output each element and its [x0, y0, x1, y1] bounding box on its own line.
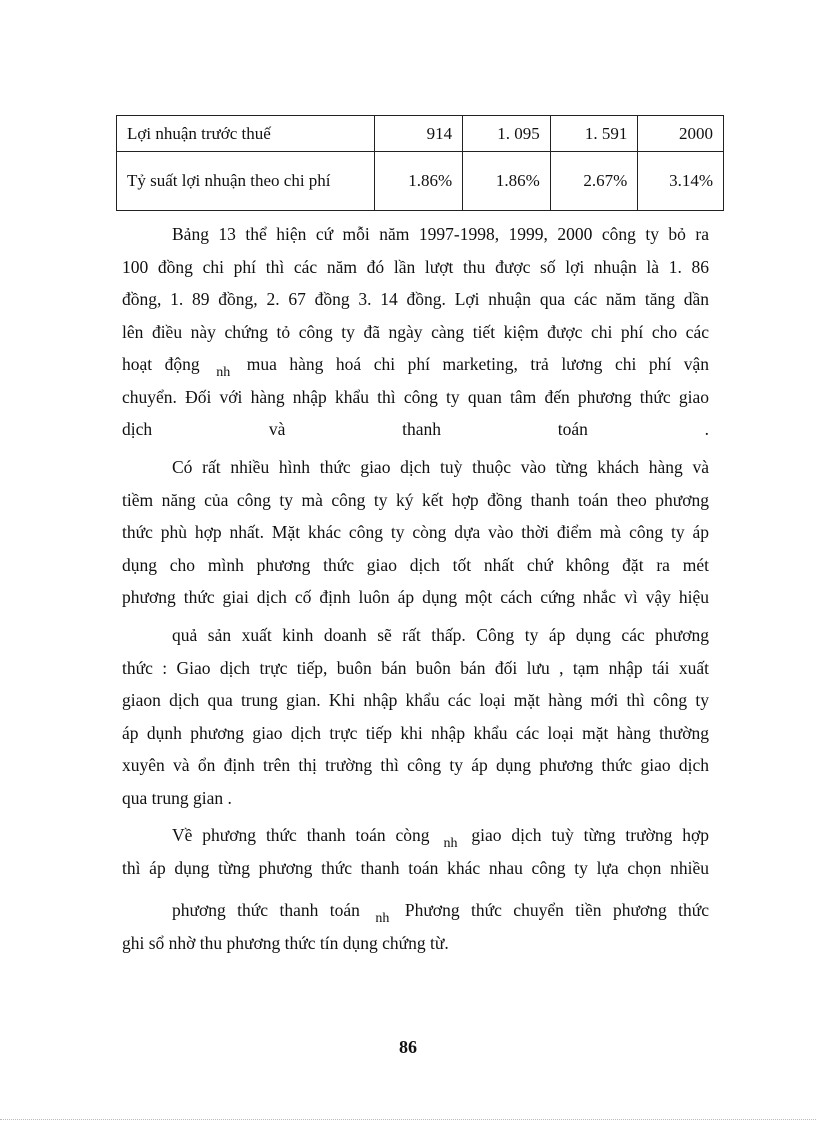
table-cell: 1. 591	[550, 116, 638, 152]
text-line: qua trung gian .	[122, 787, 232, 808]
page-bottom-divider	[0, 1119, 816, 1121]
subscript-note: nh	[443, 836, 458, 851]
page-number: 86	[399, 1037, 417, 1057]
table-row	[117, 152, 724, 211]
text-line: Bảng 13 thể hiện cứ mỗi năm 1997-1998, 1999, 2000 công ty bỏ ra	[172, 224, 709, 244]
table-row	[117, 116, 724, 152]
subscript-note: nh	[216, 365, 231, 380]
text-fragment: phương thức thanh toán	[172, 900, 360, 920]
paragraph-5	[122, 894, 709, 959]
text-line: thì áp dụng từng phương thức thanh toán khác nhau công ty lựa chọn nhiều	[122, 857, 709, 878]
text-line	[122, 894, 709, 927]
table-cell: 2000	[638, 116, 724, 152]
text-line: giaon dịch qua trung gian. Khi nhập khẩu các loại mặt hàng mới thì công ty	[122, 690, 709, 710]
text-line: xuyên và ổn định trên thị trường thì công ty áp dụng phương thức giao dịch	[122, 755, 709, 775]
row-label: Tỷ suất lợi nhuận theo chi phí	[117, 152, 375, 211]
text-line: dịch và thanh toán .	[122, 419, 709, 439]
text-line: lên điều này chứng tỏ công ty đã ngày càng tiết kiệm được chi phí cho các	[122, 321, 709, 342]
text-fragment: Về phương thức thanh toán còng	[172, 825, 430, 845]
text-line: 100 đồng chi phí thì các năm đó lần lượt thu được số lợi nhuận là 1. 86	[122, 256, 709, 277]
text-line: thức : Giao dịch trực tiếp, buôn bán buôn bán đối lưu , tạm nhập tái xuất	[122, 657, 709, 678]
text-line	[122, 348, 709, 381]
paragraph-1	[122, 218, 709, 446]
table-cell: 2.67%	[550, 152, 638, 211]
text-line: tiềm năng của công ty mà công ty ký kết hợp đồng thanh toán theo phương	[122, 489, 709, 510]
table-cell: 1. 095	[463, 116, 551, 152]
table-cell: 1.86%	[463, 152, 551, 211]
text-line: chuyển. Đối với hàng nhập khẩu thì công ty quan tâm đến phương thức giao	[122, 386, 709, 407]
text-fragment: giao dịch tuỳ từng trường hợp	[471, 825, 710, 845]
text-fragment: Phương thức chuyển tiền phương thức	[404, 900, 710, 920]
text-line	[122, 819, 709, 852]
paragraph-3	[122, 619, 709, 814]
text-fragment: hoạt động	[122, 354, 200, 374]
text-line: phương thức giai dịch cố định luôn áp dụng một cách cứng nhắc vì vậy hiệu	[122, 587, 709, 607]
table-cell: 914	[374, 116, 463, 152]
text-line: quả sản xuất kinh doanh sẽ rất thấp. Công ty áp dụng các phương	[172, 625, 709, 645]
text-line: áp dụnh phương giao dịch trực tiếp khi nhập khẩu các loại mặt hàng thường	[122, 722, 709, 743]
text-line: Có rất nhiều hình thức giao dịch tuỳ thuộc vào từng khách hàng và	[172, 457, 709, 477]
text-line: thức phù hợp nhất. Mặt khác công ty còng dựa vào thời điểm mà công ty áp	[122, 522, 709, 542]
text-fragment: mua hàng hoá chi phí marketing, trả lương chi phí vận	[246, 354, 710, 374]
profit-table	[116, 115, 724, 211]
text-line: ghi sổ nhờ thu phương thức tín dụng chứng từ.	[122, 932, 449, 953]
table-cell: 1.86%	[374, 152, 463, 211]
text-line: đồng, 1. 89 đồng, 2. 67 đồng 3. 14 đồng. Lợi nhuận qua các năm tăng dần	[122, 289, 709, 309]
paragraph-2	[122, 451, 709, 614]
table-cell: 3.14%	[638, 152, 724, 211]
row-label: Lợi nhuận trước thuế	[117, 116, 375, 152]
text-line: dụng cho mình phương thức giao dịch tốt nhất chứ không đặt ra mét	[122, 554, 709, 575]
paragraph-4	[122, 819, 709, 884]
subscript-note: nh	[375, 911, 390, 926]
